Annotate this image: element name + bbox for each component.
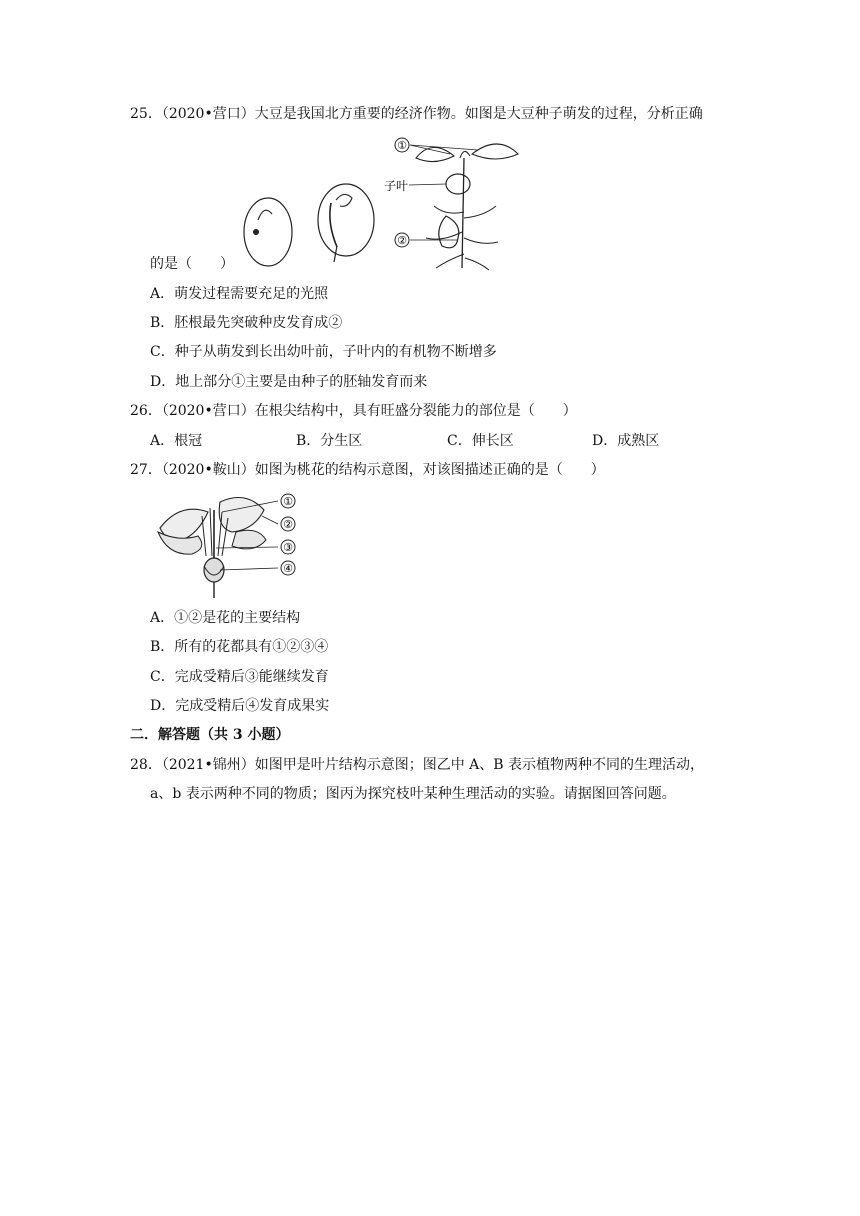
q26-option-a: A．根冠 bbox=[150, 433, 203, 449]
q25-option-a: A．萌发过程需要充足的光照 bbox=[150, 286, 329, 302]
q25-option-c: C．种子从萌发到长出幼叶前，子叶内的有机物不断增多 bbox=[150, 344, 497, 360]
q26-option-b: B．分生区 bbox=[296, 433, 363, 449]
q28-stem-line2: a、b 表示两种不同的物质；图丙为探究枝叶某种生理活动的实验。请据图回答问题。 bbox=[150, 786, 676, 802]
q27-option-c: C．完成受精后③能继续发育 bbox=[150, 669, 329, 685]
peach-flower-figure bbox=[150, 488, 306, 598]
q25-option-b: B．胚根最先突破种皮发育成② bbox=[150, 315, 343, 331]
q25-option-d: D．地上部分①主要是由种子的胚轴发育而来 bbox=[150, 374, 428, 390]
q26-stem: 26．（2020•营口）在根尖结构中，具有旺盛分裂能力的部位是（ ） bbox=[130, 403, 577, 419]
flower-label-2: ② bbox=[283, 518, 293, 531]
flower-label-1: ① bbox=[283, 495, 293, 508]
q27-option-b: B．所有的花都具有①②③④ bbox=[150, 639, 329, 655]
soybean-label-1: ① bbox=[397, 139, 407, 152]
soybean-label-cotyledon: 子叶 bbox=[384, 179, 409, 193]
soybean-label-2: ② bbox=[397, 234, 407, 247]
section-2-title: 二．解答题（共 3 小题） bbox=[130, 727, 290, 743]
q26-option-c: C．伸长区 bbox=[447, 433, 514, 449]
q27-option-d: D．完成受精后④发育成果实 bbox=[150, 698, 330, 714]
q25-stem-line2: 的是（ ） bbox=[150, 256, 234, 272]
q28-stem-line1: 28．（2021•锦州）如图甲是叶片结构示意图；图乙中 A、B 表示植物两种不同的生理活动， bbox=[130, 757, 704, 773]
q27-stem: 27．（2020•鞍山）如图为桃花的结构示意图，对该图描述正确的是（ ） bbox=[130, 462, 605, 478]
q27-option-a: A．①②是花的主要结构 bbox=[150, 610, 301, 626]
q26-option-d: D．成熟区 bbox=[592, 433, 660, 449]
soybean-germination-figure bbox=[236, 128, 536, 274]
flower-label-3: ③ bbox=[283, 541, 293, 554]
q25-stem-line1: 25．（2020•营口）大豆是我国北方重要的经济作物。如图是大豆种子萌发的过程，分析正确 bbox=[130, 106, 703, 122]
flower-label-4: ④ bbox=[283, 562, 293, 575]
